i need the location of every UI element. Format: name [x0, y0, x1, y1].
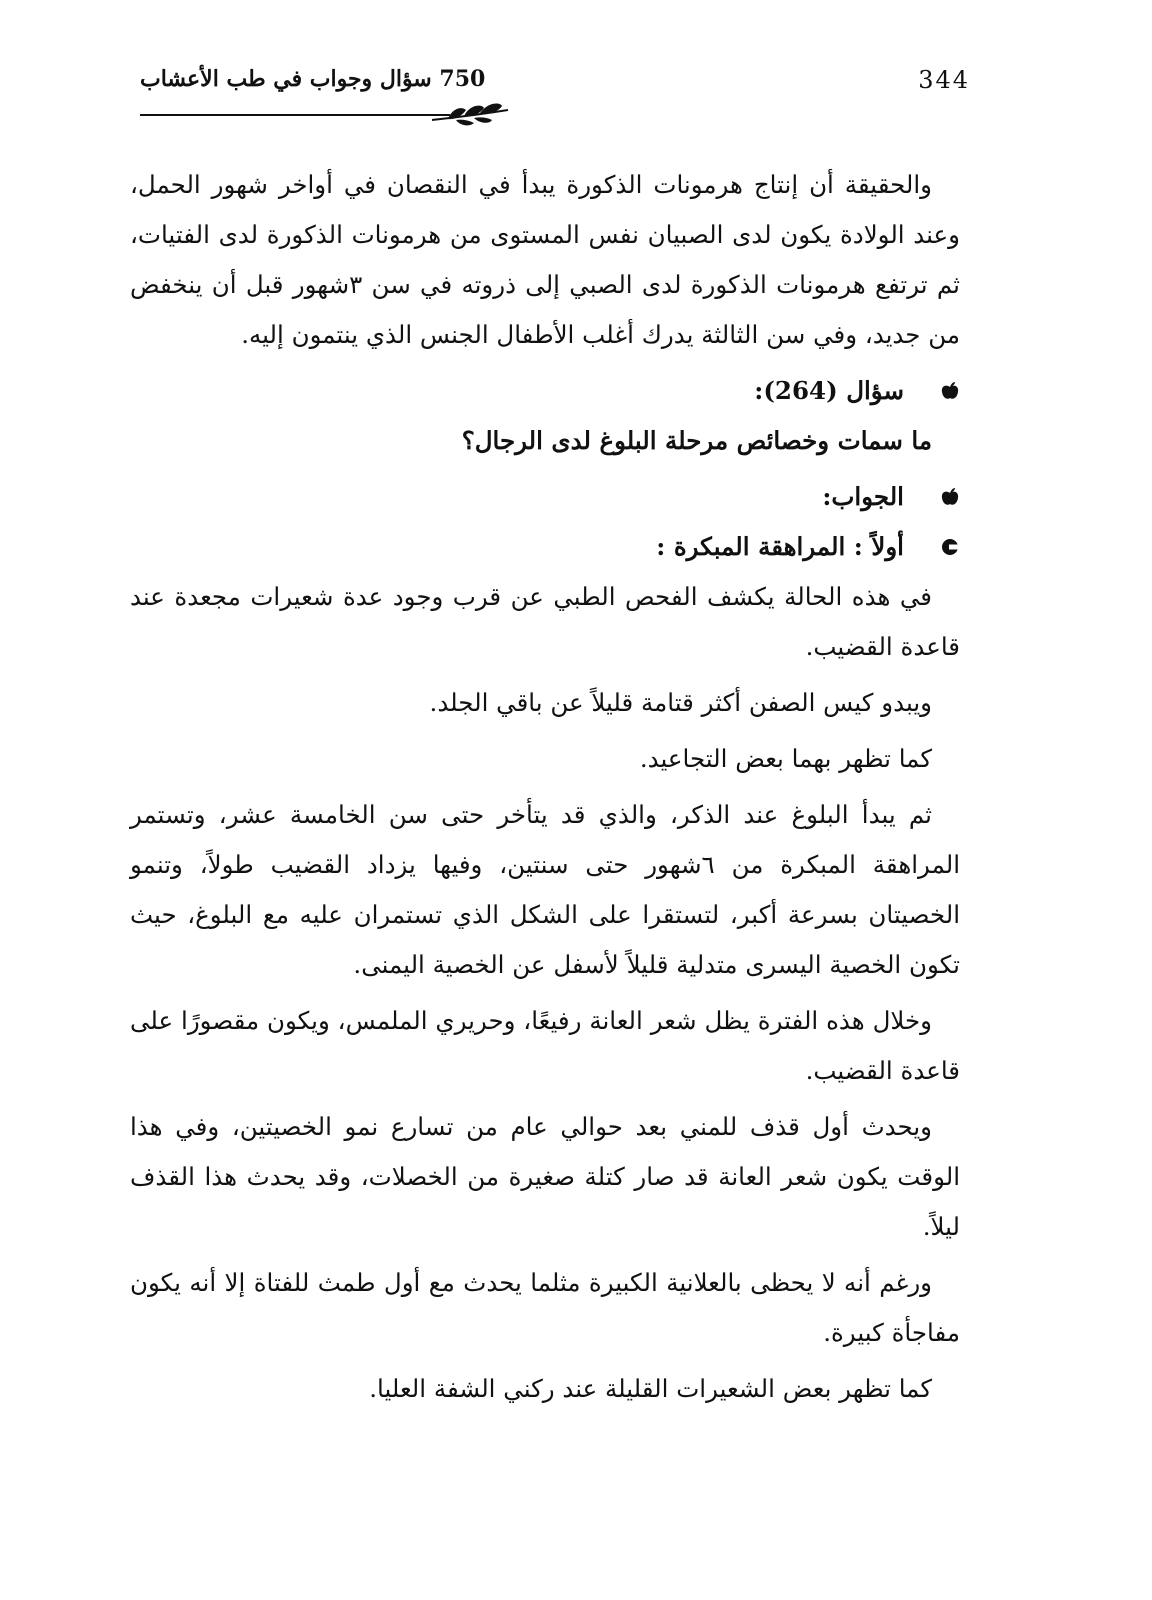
apple-icon — [940, 381, 960, 401]
apple-icon — [940, 487, 960, 507]
paragraph: والحقيقة أن إنتاج هرمونات الذكورة يبدأ في النقصان في أواخر شهور الحمل، وعند الولادة يكون لدى الصبيان نفس المستوى من هرمونات الذكورة لدى الفتيات، ثم ترتفع هرمونات الذكورة لدى الصبي إلى ذروته في سن ٣شهور قبل أن ينخفض من جديد، وفي سن الثالثة يدرك أغلب الأطفال الجنس الذي ينتمون إليه. — [130, 170, 960, 349]
running-title: 750 سؤال وجواب في طب الأعشاب — [140, 66, 486, 92]
body-text — [130, 160, 960, 1420]
header-rule — [140, 114, 450, 116]
paragraph: ويبدو كيس الصفن أكثر قتامة قليلاً عن باقي الجلد. — [429, 688, 932, 717]
answer-heading — [130, 472, 960, 522]
section-heading — [130, 522, 960, 572]
paragraph: ويحدث أول قذف للمني بعد حوالي عام من تسارع نمو الخصيتين، وفي هذا الوقت يكون شعر العانة قد صار كتلة صغيرة من الخصلات، وقد يحدث هذا القذف ليلاً. — [130, 1112, 960, 1241]
question-heading — [130, 366, 960, 416]
paragraph: كما تظهر بعض الشعيرات القليلة عند ركني الشفة العليا. — [369, 1374, 932, 1403]
answer-label: الجواب: — [822, 482, 904, 511]
question-label: سؤال (264): — [754, 376, 904, 405]
paragraph: كما تظهر بهما بعض التجاعيد. — [639, 744, 932, 773]
question-text: ما سمات وخصائص مرحلة البلوغ لدى الرجال؟ — [461, 426, 932, 455]
paragraph: في هذه الحالة يكشف الفحص الطبي عن قرب وجود عدة شعيرات مجعدة عند قاعدة القضيب. — [130, 582, 960, 661]
paragraph: ثم يبدأ البلوغ عند الذكر، والذي قد يتأخر حتى سن الخامسة عشر، وتستمر المراهقة المبكرة من ٦شهور حتى سنتين، وفيها يزداد القضيب طولاً، وتنمو الخصيتان بسرعة أكبر، لتستقرا على الشكل الذي تستمران عليه مع البلوغ، حيث تكون الخصية اليسرى متدلية قليلاً لأسفل عن الخصية اليمنى. — [130, 800, 961, 979]
section-label: أولاً : المراهقة المبكرة : — [656, 532, 904, 561]
paragraph: ورغم أنه لا يحظى بالعلانية الكبيرة مثلما يحدث مع أول طمث للفتاة إلا أنه يكون مفاجأة كبيرة. — [130, 1268, 960, 1347]
paragraph: وخلال هذه الفترة يظل شعر العانة رفيعًا، وحريري الملمس، ويكون مقصورًا على قاعدة القضيب. — [130, 1006, 960, 1085]
page-number: 344 — [918, 66, 970, 94]
page-header — [130, 62, 970, 122]
leaf-ornament-icon — [430, 102, 510, 128]
c-arrow-icon — [940, 537, 960, 557]
